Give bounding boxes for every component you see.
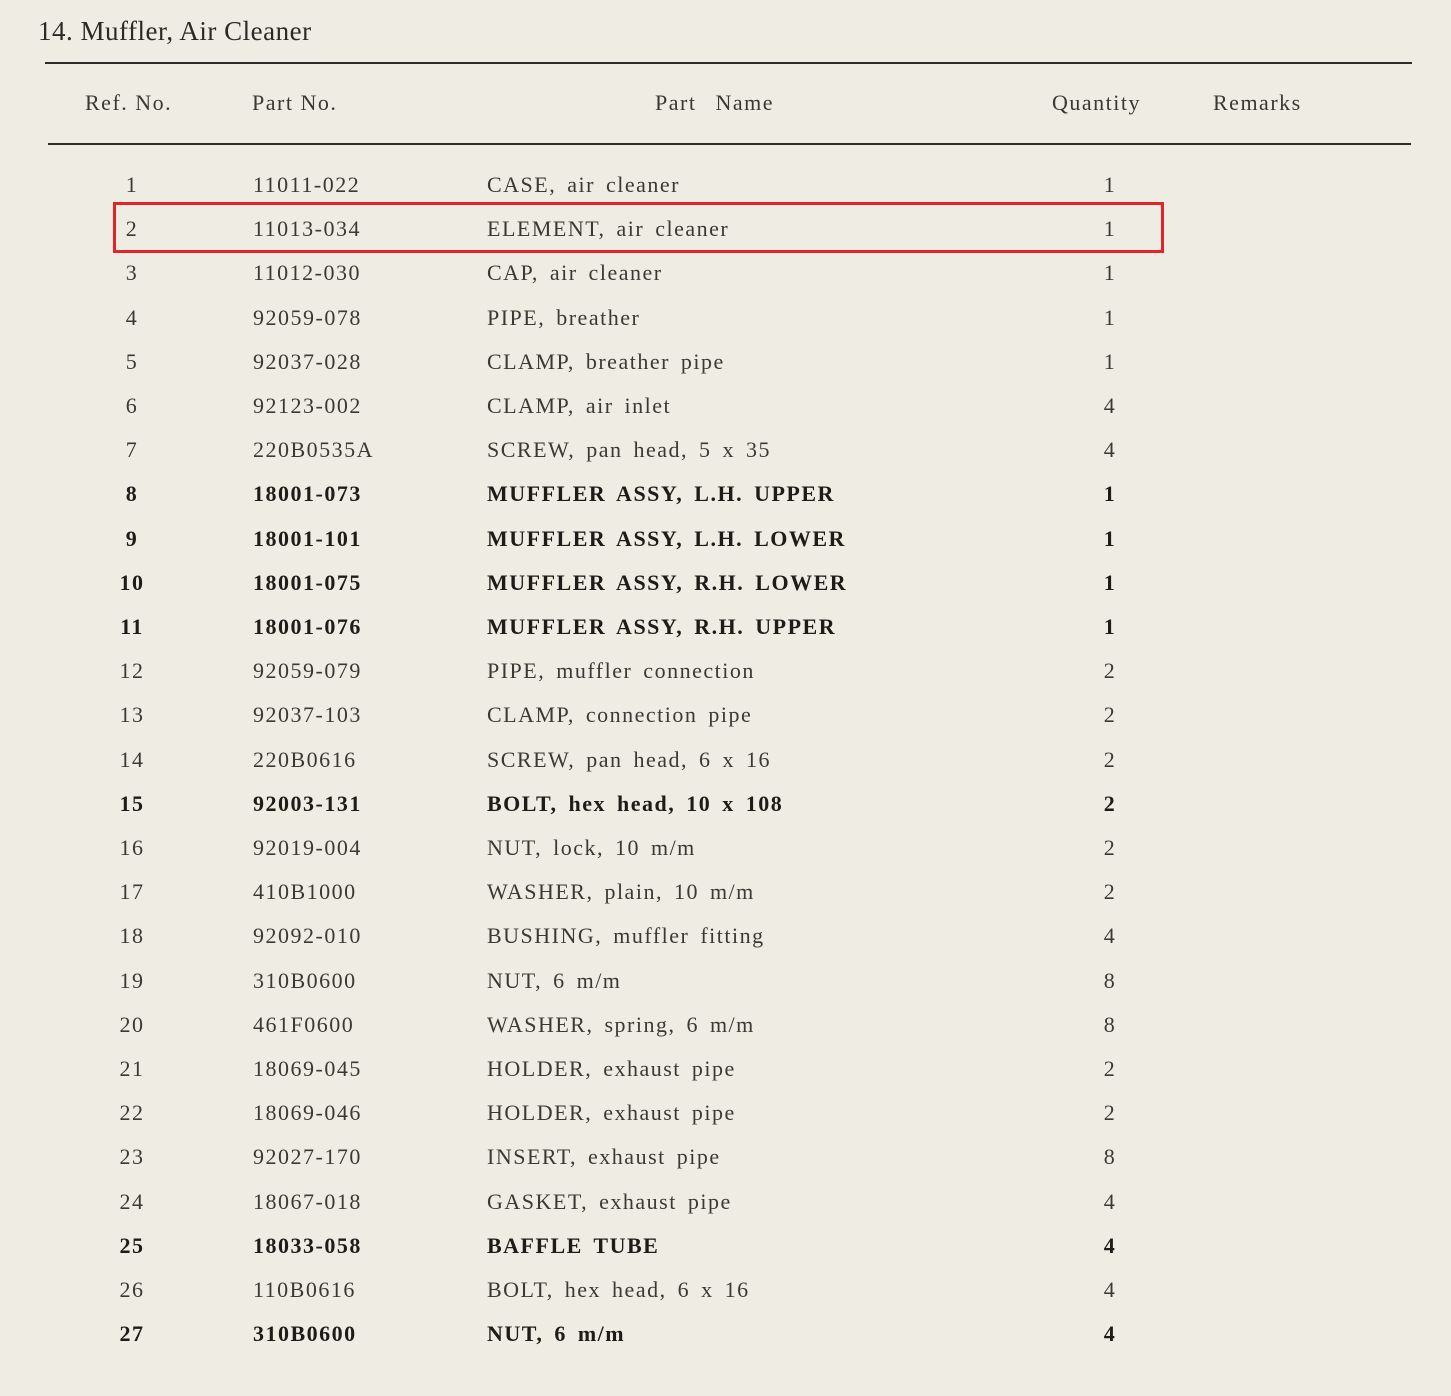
part-no-cell: 11012-030 <box>253 260 362 286</box>
table-row <box>0 297 1451 337</box>
quantity-cell: 4 <box>1103 923 1117 949</box>
ref-cell: 27 <box>119 1321 145 1347</box>
quantity-cell: 2 <box>1103 702 1117 728</box>
part-name-cell: NUT, 6 m/m <box>487 967 622 993</box>
quantity-cell: 4 <box>1103 1188 1117 1214</box>
table-row <box>0 650 1451 690</box>
ref-cell: 25 <box>119 1232 145 1258</box>
part-name-cell: NUT, lock, 10 m/m <box>487 835 696 860</box>
ref-cell: 4 <box>125 304 139 330</box>
ref-cell: 16 <box>119 835 145 860</box>
quantity-cell: 4 <box>1103 1277 1117 1302</box>
table-row <box>0 341 1451 381</box>
quantity-cell: 2 <box>1103 1100 1117 1126</box>
table-row <box>0 1092 1451 1132</box>
quantity-cell: 2 <box>1103 835 1117 860</box>
part-name-cell: WASHER, plain, 10 m/m <box>487 879 755 905</box>
part-no-cell: 410B1000 <box>253 879 357 905</box>
table-row <box>0 739 1451 779</box>
highlight-box <box>113 202 1164 253</box>
part-name-cell: CLAMP, breather pipe <box>487 348 725 374</box>
part-no-cell: 92037-028 <box>253 348 362 374</box>
quantity-cell: 4 <box>1103 393 1117 418</box>
ref-cell: 5 <box>125 348 139 374</box>
table-row <box>0 1004 1451 1044</box>
quantity-cell: 4 <box>1103 1232 1117 1258</box>
part-name-cell: CLAMP, connection pipe <box>487 702 753 728</box>
part-no-cell: 220B0535A <box>253 437 375 463</box>
part-no-cell: 18001-075 <box>253 569 362 595</box>
table-row <box>0 871 1451 911</box>
quantity-cell: 2 <box>1103 879 1117 905</box>
part-name-cell: ELEMENT, air cleaner <box>487 216 730 242</box>
table-row <box>0 473 1451 513</box>
header-remarks: Remarks <box>1213 90 1302 115</box>
quantity-cell: 1 <box>1103 172 1117 197</box>
part-name-cell: HOLDER, exhaust pipe <box>487 1056 736 1081</box>
page-title: 14. Muffler, Air Cleaner <box>38 16 312 46</box>
ref-cell: 10 <box>119 569 145 595</box>
part-no-cell: 18069-046 <box>253 1100 362 1126</box>
ref-cell: 1 <box>125 172 139 197</box>
ref-cell: 19 <box>119 967 145 993</box>
part-no-cell: 92027-170 <box>253 1144 362 1170</box>
part-name-cell: BOLT, hex head, 6 x 16 <box>487 1277 750 1302</box>
part-name-cell: CLAMP, air inlet <box>487 393 672 418</box>
table-row <box>0 827 1451 867</box>
ref-cell: 6 <box>125 393 139 418</box>
ref-cell: 17 <box>119 879 145 905</box>
quantity-cell: 8 <box>1103 1011 1117 1037</box>
part-no-cell: 11013-034 <box>253 216 362 242</box>
quantity-cell: 1 <box>1103 216 1117 242</box>
table-row <box>0 1313 1451 1353</box>
ref-cell: 2 <box>125 216 139 242</box>
part-name-cell: BOLT, hex head, 10 x 108 <box>487 790 784 816</box>
part-no-cell: 18067-018 <box>253 1188 362 1214</box>
part-no-cell: 18001-076 <box>253 614 362 639</box>
table-row <box>0 1136 1451 1176</box>
table-row <box>0 562 1451 602</box>
part-name-cell: SCREW, pan head, 5 x 35 <box>487 437 772 463</box>
ref-cell: 21 <box>119 1056 145 1081</box>
part-no-cell: 92123-002 <box>253 393 362 418</box>
part-no-cell: 220B0616 <box>253 746 357 772</box>
part-name-cell: PIPE, muffler connection <box>487 658 755 684</box>
part-no-cell: 18069-045 <box>253 1056 362 1081</box>
ref-cell: 12 <box>119 658 145 684</box>
header-quantity: Quantity <box>1052 90 1141 115</box>
part-no-cell: 92059-078 <box>253 304 362 330</box>
part-name-cell: CASE, air cleaner <box>487 172 680 197</box>
quantity-cell: 8 <box>1103 1144 1117 1170</box>
ref-cell: 11 <box>120 614 144 639</box>
table-row <box>0 385 1451 425</box>
part-name-cell: WASHER, spring, 6 m/m <box>487 1011 755 1037</box>
part-no-cell: 461F0600 <box>253 1011 355 1037</box>
part-no-cell: 92003-131 <box>253 790 362 816</box>
part-no-cell: 18001-101 <box>253 525 362 551</box>
part-name-cell: BUSHING, muffler fitting <box>487 923 765 949</box>
header-part-no: Part No. <box>252 90 338 115</box>
part-name-cell: NUT, 6 m/m <box>487 1321 626 1347</box>
part-no-cell: 18033-058 <box>253 1232 362 1258</box>
ref-cell: 3 <box>125 260 139 286</box>
part-name-cell: BAFFLE TUBE <box>487 1232 660 1258</box>
table-row <box>0 1181 1451 1221</box>
part-name-cell: MUFFLER ASSY, R.H. UPPER <box>487 614 837 639</box>
part-no-cell: 92059-079 <box>253 658 362 684</box>
part-name-cell: MUFFLER ASSY, R.H. LOWER <box>487 569 848 595</box>
ref-cell: 20 <box>119 1011 145 1037</box>
table-row <box>0 783 1451 823</box>
part-name-cell: GASKET, exhaust pipe <box>487 1188 732 1214</box>
ref-cell: 23 <box>119 1144 145 1170</box>
ref-cell: 13 <box>119 702 145 728</box>
quantity-cell: 1 <box>1103 614 1117 639</box>
quantity-cell: 2 <box>1103 746 1117 772</box>
quantity-cell: 4 <box>1103 437 1117 463</box>
part-name-cell: INSERT, exhaust pipe <box>487 1144 721 1170</box>
part-no-cell: 11011-022 <box>253 172 361 197</box>
table-row <box>0 1048 1451 1088</box>
ref-cell: 14 <box>119 746 145 772</box>
quantity-cell: 2 <box>1103 658 1117 684</box>
part-no-cell: 92037-103 <box>253 702 362 728</box>
table-row <box>0 694 1451 734</box>
part-name-cell: CAP, air cleaner <box>487 260 663 286</box>
ref-cell: 8 <box>125 481 139 507</box>
header-part-name: Part Name <box>655 90 774 115</box>
ref-cell: 24 <box>119 1188 145 1214</box>
quantity-cell: 1 <box>1103 481 1117 507</box>
table-row <box>0 960 1451 1000</box>
quantity-cell: 1 <box>1103 348 1117 374</box>
ref-cell: 9 <box>125 525 139 551</box>
part-no-cell: 92019-004 <box>253 835 362 860</box>
header-ref-no: Ref. No. <box>85 90 173 115</box>
quantity-cell: 4 <box>1103 1321 1117 1347</box>
quantity-cell: 1 <box>1103 304 1117 330</box>
table-row <box>0 1225 1451 1265</box>
table-row <box>0 164 1451 204</box>
table-row <box>0 915 1451 955</box>
table-row <box>0 1269 1451 1309</box>
ref-cell: 15 <box>119 790 145 816</box>
part-no-cell: 18001-073 <box>253 481 362 507</box>
quantity-cell: 8 <box>1103 967 1117 993</box>
table-row <box>0 252 1451 292</box>
part-name-cell: SCREW, pan head, 6 x 16 <box>487 746 772 772</box>
quantity-cell: 1 <box>1103 260 1117 286</box>
part-no-cell: 310B0600 <box>253 967 357 993</box>
part-name-cell: HOLDER, exhaust pipe <box>487 1100 736 1126</box>
part-name-cell: MUFFLER ASSY, L.H. LOWER <box>487 525 846 551</box>
quantity-cell: 1 <box>1103 525 1117 551</box>
table-row <box>0 606 1451 646</box>
quantity-cell: 2 <box>1103 790 1117 816</box>
ref-cell: 18 <box>119 923 145 949</box>
part-no-cell: 310B0600 <box>253 1321 357 1347</box>
ref-cell: 7 <box>125 437 139 463</box>
quantity-cell: 1 <box>1103 569 1117 595</box>
part-no-cell: 110B0616 <box>253 1277 356 1302</box>
table-row <box>0 518 1451 558</box>
quantity-cell: 2 <box>1103 1056 1117 1081</box>
part-name-cell: PIPE, breather <box>487 304 641 330</box>
table-row <box>0 429 1451 469</box>
ref-cell: 26 <box>119 1277 145 1302</box>
part-name-cell: MUFFLER ASSY, L.H. UPPER <box>487 481 835 507</box>
part-no-cell: 92092-010 <box>253 923 362 949</box>
ref-cell: 22 <box>119 1100 145 1126</box>
